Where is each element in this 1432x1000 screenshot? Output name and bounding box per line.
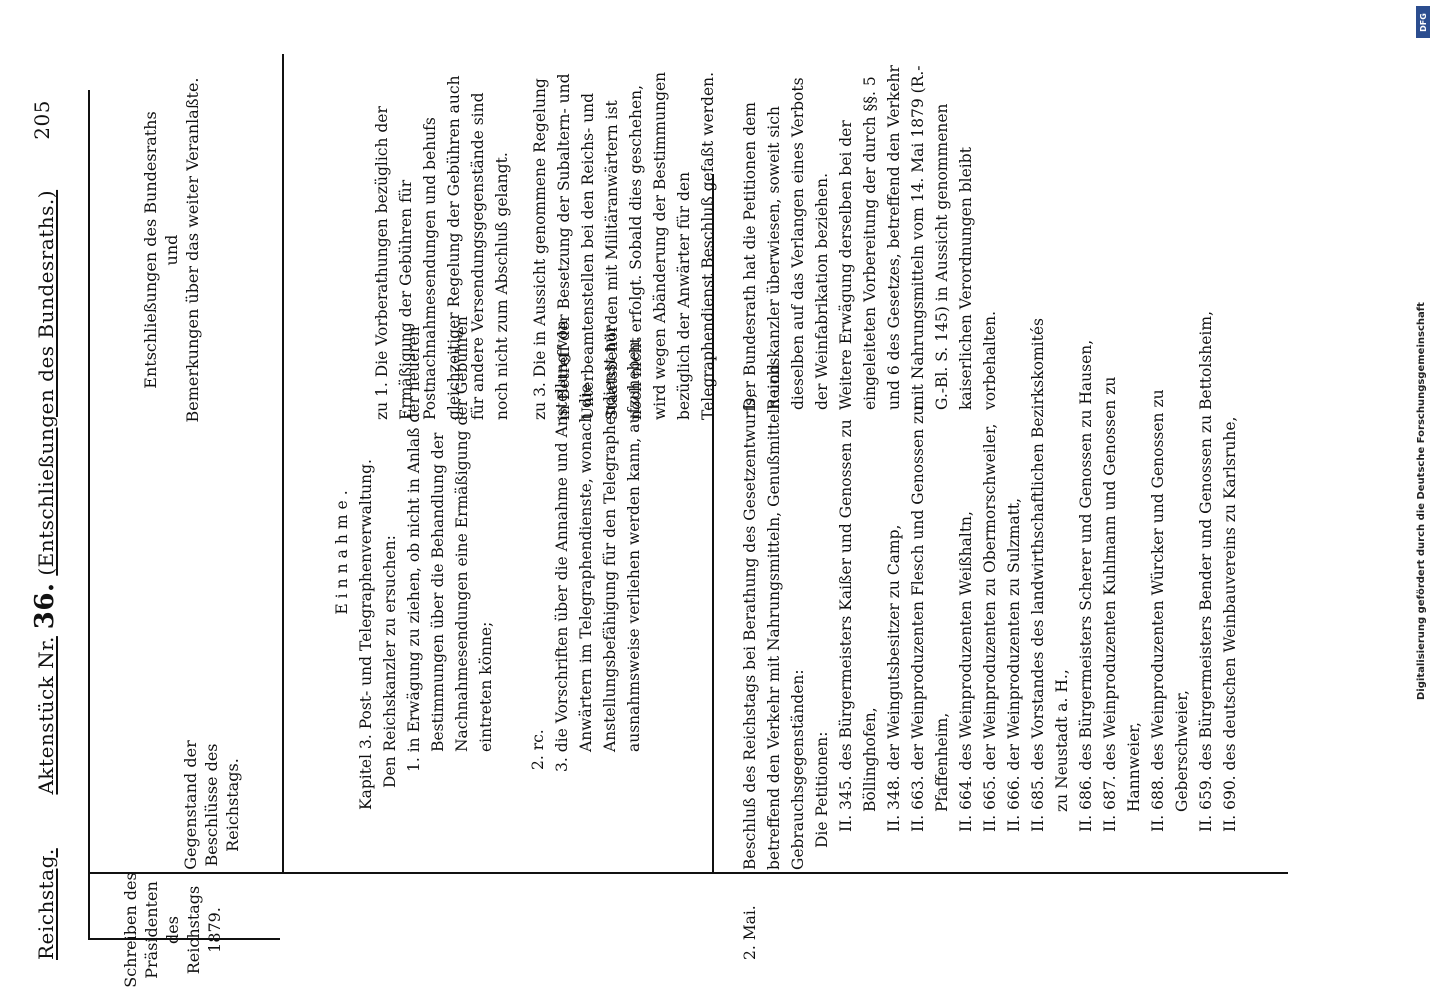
- top-rule: [88, 90, 90, 940]
- running-head: [30, 40, 60, 960]
- petition-item: II. 663. der Weinproduzenten Flesch und Genossen zu Pfaffenheim,: [909, 405, 951, 832]
- petition-item: II. 685. des Vorstandes des landwirthschaftlichen Bezirkskomités zu Neustadt a. H.,: [1029, 318, 1071, 832]
- petition-item: II. 348. der Weingutsbesitzer zu Camp,: [885, 524, 903, 832]
- page-number: 205: [30, 100, 54, 140]
- entry1-resolution3: zu 3. Die in Aussicht genommene Regelung in Betreff der Besetzung der Subaltern- und Unterbeamtenstellen bei den Reichs- und Staatsbehörden mit Militäranwärtern ist noch nicht erfolgt. Sobald dies geschehen, wird wegen Abänderung der Bestimmungen bezüglich der Anwärter für den Telegraphendienst Beschluß gefaßt werden.: [531, 71, 717, 420]
- entry1-request: Den Reichskanzler zu ersuchen:: [381, 535, 399, 788]
- header-center-prefix: Aktenstück Nr.: [34, 636, 58, 795]
- digitization-credit: Digitalisierung gefördert durch die Deutsche Forschungsgemeinschaft: [1416, 302, 1427, 700]
- entry1-resolution1: zu 1. Die Vorberathungen bezüglich der Ermäßigung der Gebühren für Postnachnahmesendungen und behufs gleichzeitiger Regelung der Gebühren auch für andere Versendungsgegenstände sind noch nicht zum Abschluß gelangt.: [373, 75, 511, 420]
- resolution-header-line1: Entschließungen des Bundesraths: [141, 111, 160, 389]
- date-column-header: Schreiben des Präsidenten des Reichstags 1879.: [121, 872, 224, 988]
- entry2-resolution: [738, 50, 1002, 410]
- petition-item: II. 690. des deutschen Weinbauvereins zu Karlsruhe,: [1221, 416, 1239, 832]
- resolution-column-header: [140, 60, 230, 440]
- entry1-item1: 1. in Erwägung zu ziehen, ob nicht in Anlaß der neueren Bestimmungen über die Behandlung der Nachnahmesendungen eine Ermäßigung der Gebühren eintreten könne;: [405, 316, 495, 772]
- entry2-petitions-label: Die Petitionen:: [813, 731, 831, 848]
- date-column-rule: [282, 54, 284, 874]
- petition-item: II. 687. des Weinproduzenten Kuhlmann und Genossen zu Hannweier,: [1101, 376, 1143, 832]
- entry1-item3: 3. die Vorschriften über die Annahme und Anstellung von Anwärtern im Telegraphendienste, wonach die Anstellungsbefähigung für den Telegraphendienst nur ausnahmsweise verliehen werden kann, aufzuheben.: [553, 320, 643, 772]
- resolution-header-line2: und: [162, 234, 181, 266]
- petition-item: II. 665. der Weinproduzenten zu Obermorschweiler,: [981, 423, 999, 832]
- entry2-resolution-text-b: Weitere Erwägung derselben bei der eingeleiteten Vorbereitung der durch §§. 5 und 6 des Gesetzes, betreffend den Verkehr mit Nahrungsmitteln vom 14. Mai 1879 (R.-G.-Bl. S. 145) in Aussicht genommenen kaiserlichen Verordnungen bleibt vorbehalten.: [837, 65, 999, 410]
- resolution-header-line3: Bemerkungen über das weiter Veranlaßte.: [183, 77, 202, 423]
- header-left: Reichstag.: [34, 848, 58, 960]
- dfg-logo-icon: DFG: [1416, 6, 1430, 38]
- entry1-chapter: Kapitel 3. Post- und Telegraphenverwaltung.: [357, 459, 375, 810]
- petition-item: II. 664. des Weinproduzenten Weißhaltn,: [957, 511, 975, 832]
- petition-item: II. 659. des Bürgermeisters Bender und Genossen zu Bettolsheim,: [1197, 310, 1215, 832]
- entry1-item2: 2. rc.: [529, 729, 547, 770]
- petition-item: II. 666. der Weinproduzenten zu Sulzmatt,: [1005, 497, 1023, 832]
- entry1-heading: Einnahme.: [333, 485, 351, 615]
- digitization-sidebar: [1416, 0, 1432, 1000]
- header-divider: [88, 872, 1288, 874]
- petition-item: II. 686. des Bürgermeisters Scherer und Genossen zu Hausen,: [1077, 339, 1095, 832]
- entry2-resolution-text: Der Bundesrath hat die Petitionen dem Reichskanzler überwiesen, soweit sich dieselben auf das Verlangen eines Verbots der Weinfabrikation beziehen.: [741, 77, 831, 410]
- header-center-suffix: (Entschließungen des Bundesraths.): [34, 189, 58, 576]
- entry1-resolution: [370, 60, 720, 420]
- petition-item: II. 688. des Weinproduzenten Würcker und Genossen zu Geberschweier,: [1149, 389, 1191, 832]
- entry2-date: 2. Mai.: [741, 905, 759, 960]
- header-number: 36.: [30, 582, 60, 630]
- petition-item: II. 345. des Bürgermeisters Kaißer und Genossen zu Böllinghofen,: [837, 419, 879, 832]
- subject-column-header: Gegenstand der Beschlüsse des Reichstags.: [181, 740, 242, 870]
- entry2-intro: Beschluß des Reichstags bei Berathung des Gesetzentwurfs, betreffend den Verkehr mit Nahrungsmitteln, Genußmitteln und Gebrauchsgegenständen:: [741, 363, 807, 870]
